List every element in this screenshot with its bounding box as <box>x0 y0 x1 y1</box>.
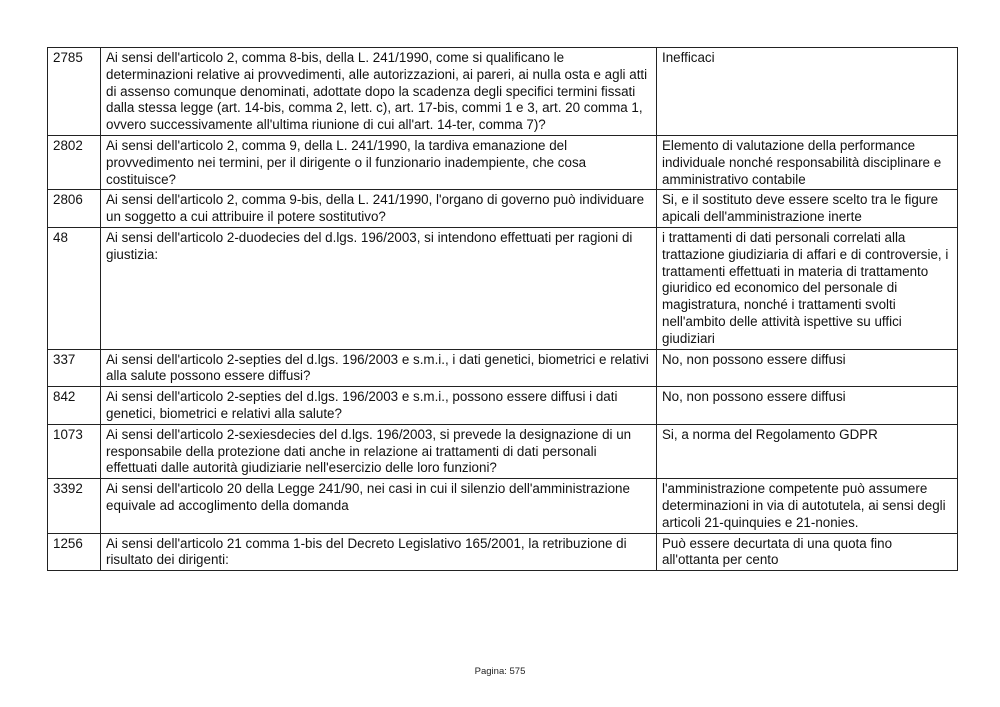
answer-text: Inefficaci <box>657 48 958 136</box>
table-row <box>48 533 958 571</box>
question-text: Ai sensi dell'articolo 2, comma 8-bis, della L. 241/1990, come si qualificano le determinazioni relative ai provvedimenti, alle autorizzazioni, ai pareri, ai nulla osta e agli atti di assenso comunque denominati, adottate dopo la scadenza degli specifici termini fissati dalla stessa legge (art. 14-bis, comma 2, lett. c), art. 17-bis, commi 1 e 3, art. 20 comma 1, ovvero successivamente all'ultima riunione di cui all'art. 14-ter, comma 7)? <box>101 48 657 136</box>
question-id: 1073 <box>48 424 101 478</box>
question-id: 2785 <box>48 48 101 136</box>
table-row <box>48 387 958 425</box>
table-row <box>48 48 958 136</box>
answer-text: Si, e il sostituto deve essere scelto tra le figure apicali dell'amministrazione inerte <box>657 190 958 228</box>
question-id: 3392 <box>48 479 101 533</box>
question-text: Ai sensi dell'articolo 21 comma 1-bis del Decreto Legislativo 165/2001, la retribuzione di risultato dei dirigenti: <box>101 533 657 571</box>
table-row <box>48 349 958 387</box>
answer-text: No, non possono essere diffusi <box>657 387 958 425</box>
question-text: Ai sensi dell'articolo 2, comma 9, della L. 241/1990, la tardiva emanazione del provvedimento nei termini, per il dirigente o il funzionario inadempiente, che cosa costituisce? <box>101 135 657 189</box>
answer-text: No, non possono essere diffusi <box>657 349 958 387</box>
answer-text: i trattamenti di dati personali correlati alla trattazione giudiziaria di affari e di controversie, i trattamenti effettuati in materia di trattamento giuridico ed economico del personale di magistratura, nonché i trattamenti svolti nell'ambito delle attività ispettive su uffici giudiziari <box>657 227 958 349</box>
answer-text: Può essere decurtata di una quota fino all'ottanta per cento <box>657 533 958 571</box>
question-id: 1256 <box>48 533 101 571</box>
table-row <box>48 190 958 228</box>
qa-table-body <box>48 48 958 571</box>
answer-text: l'amministrazione competente può assumere determinazioni in via di autotutela, ai sensi degli articoli 21-quinquies e 21-nonies. <box>657 479 958 533</box>
question-id: 337 <box>48 349 101 387</box>
question-id: 2802 <box>48 135 101 189</box>
question-text: Ai sensi dell'articolo 2-duodecies del d.lgs. 196/2003, si intendono effettuati per ragioni di giustizia: <box>101 227 657 349</box>
qa-table <box>47 47 958 571</box>
table-row <box>48 479 958 533</box>
question-text: Ai sensi dell'articolo 2-sexiesdecies del d.lgs. 196/2003, si prevede la designazione di un responsabile della protezione dati anche in relazione ai trattamenti di dati personali effettuati dalle autorità giudiziarie nell'esercizio delle loro funzioni? <box>101 424 657 478</box>
answer-text: Si, a norma del Regolamento GDPR <box>657 424 958 478</box>
answer-text: Elemento di valutazione della performance individuale nonché responsabilità disciplinare e amministrativo contabile <box>657 135 958 189</box>
question-text: Ai sensi dell'articolo 2-septies del d.lgs. 196/2003 e s.m.i., i dati genetici, biometrici e relativi alla salute possono essere diffusi? <box>101 349 657 387</box>
table-row <box>48 424 958 478</box>
question-id: 48 <box>48 227 101 349</box>
question-id: 842 <box>48 387 101 425</box>
table-row <box>48 135 958 189</box>
table-row <box>48 227 958 349</box>
question-text: Ai sensi dell'articolo 20 della Legge 241/90, nei casi in cui il silenzio dell'amministrazione equivale ad accoglimento della domanda <box>101 479 657 533</box>
question-text: Ai sensi dell'articolo 2, comma 9-bis, della L. 241/1990, l'organo di governo può individuare un soggetto a cui attribuire il potere sostitutivo? <box>101 190 657 228</box>
question-text: Ai sensi dell'articolo 2-septies del d.lgs. 196/2003 e s.m.i., possono essere diffusi i dati genetici, biometrici e relativi alla salute? <box>101 387 657 425</box>
question-id: 2806 <box>48 190 101 228</box>
page-number: Pagina: 575 <box>474 666 526 677</box>
